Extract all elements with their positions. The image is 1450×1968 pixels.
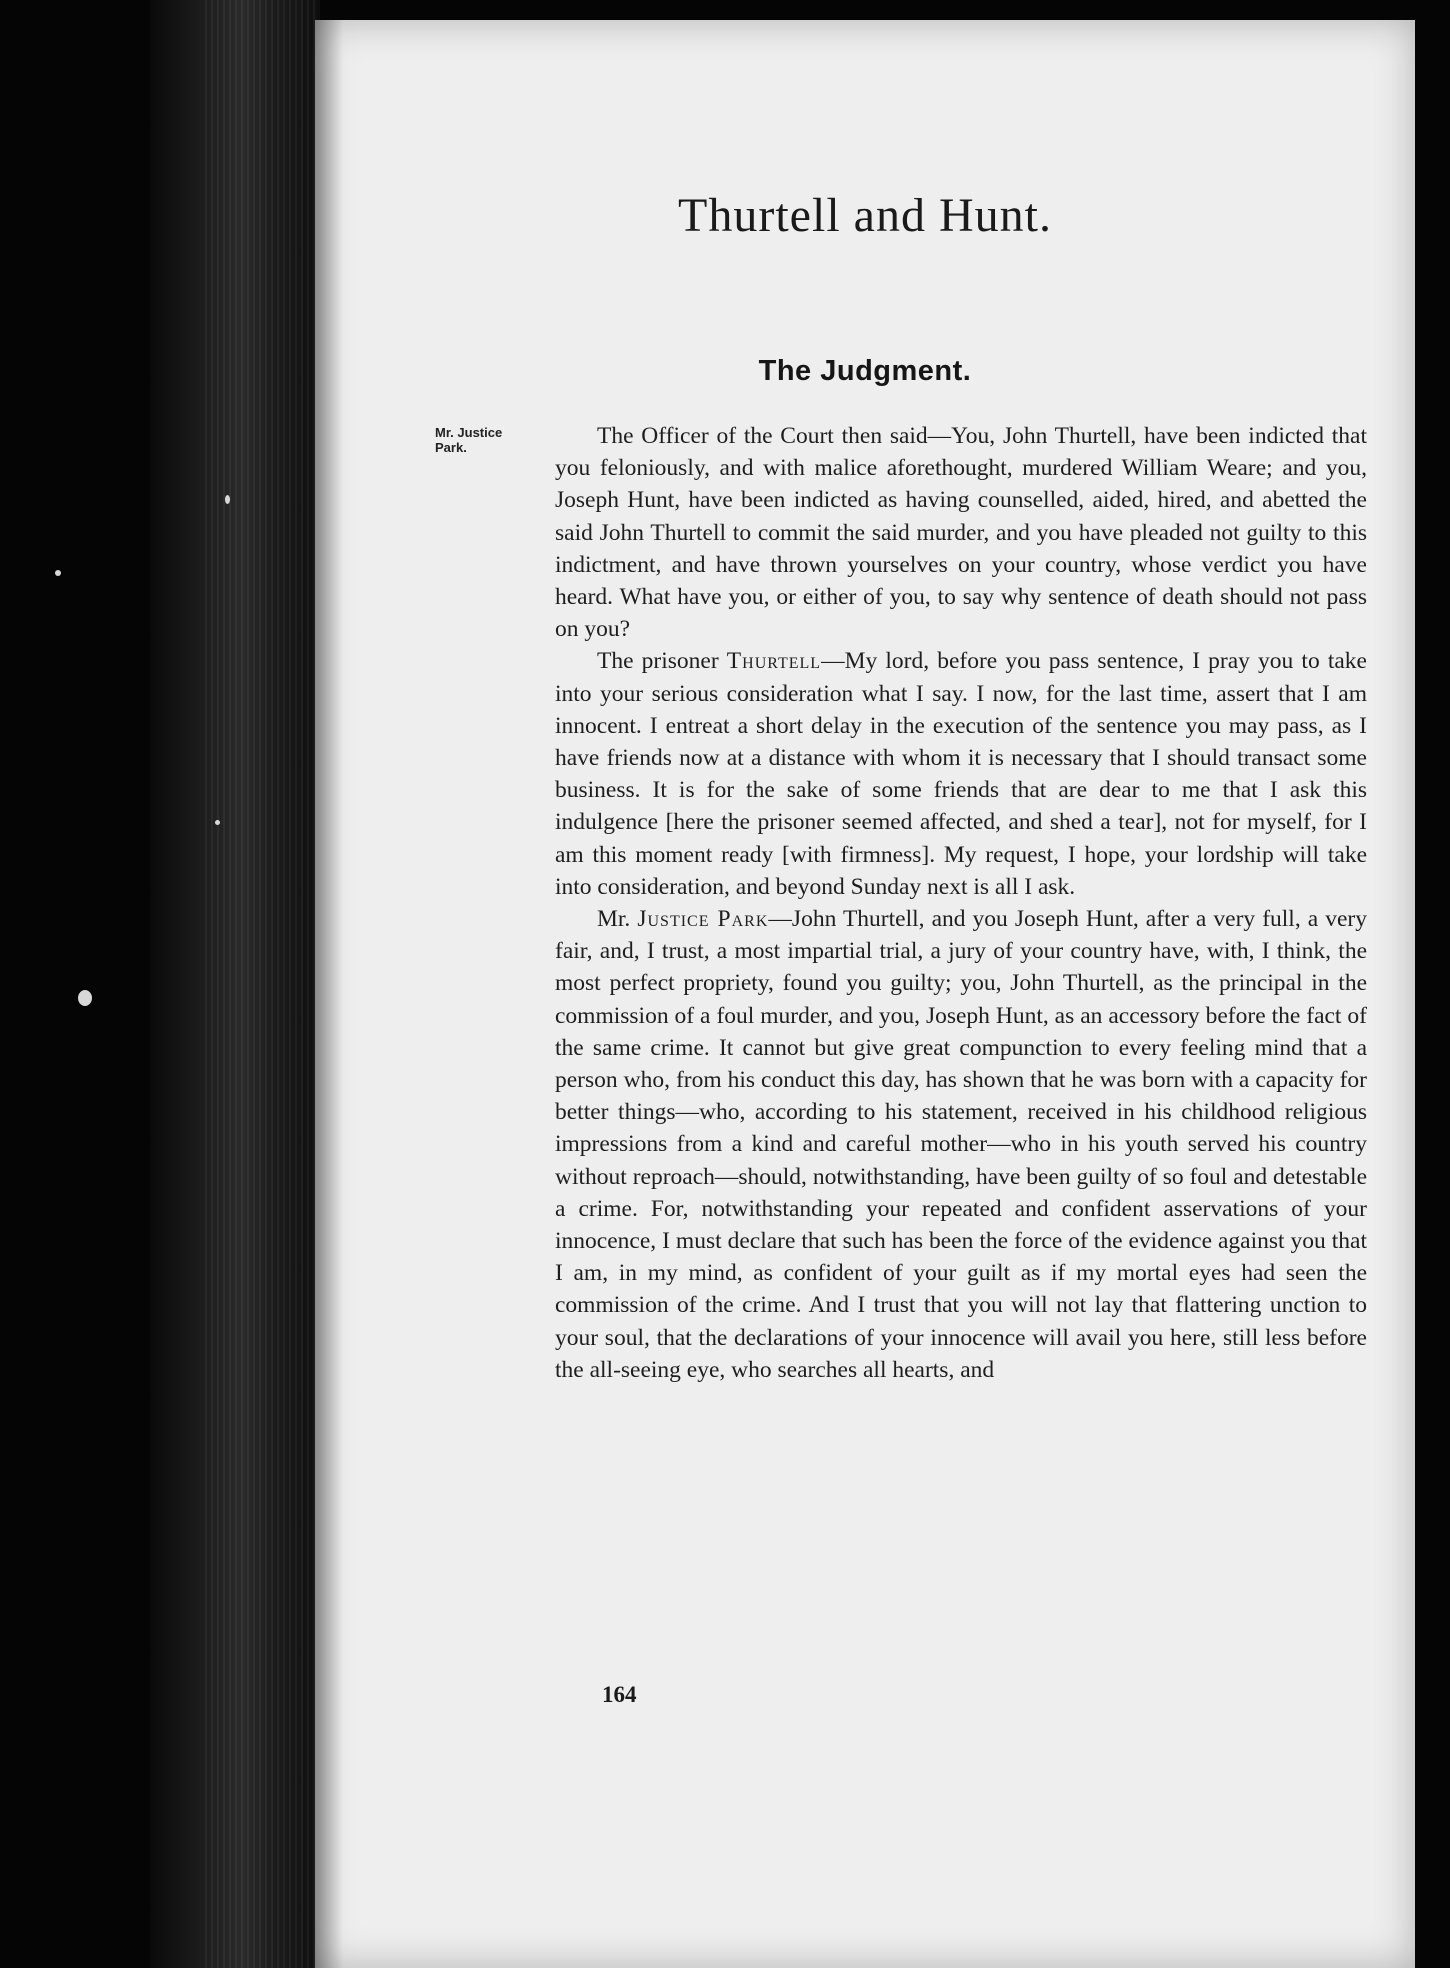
speaker-prefix: The prisoner [597,648,727,675]
speaker-prefix: Mr. [597,906,638,933]
page-edges [205,0,315,1968]
paragraph-text: —My lord, before you pass sentence, I pray you to take into your serious consideration what I say. I now, for the last time, assert that I am innocent. I entreat a short delay in the execution of the sentence you may pass, as I have friends now at a distance with whom it is necessary that I should transact some business. It is for the sake of some friends that are dear to me that I ask this indulgence [here the prisoner seemed affected, and shed a tear], not for myself, for I am this moment ready [with firmness]. My request, I hope, your lordship will take into consideration, and beyond Sunday next is all I ask. [555,648,1367,900]
paragraph-text: —John Thurtell, and you Joseph Hunt, after a very full, a very fair, and, I trust, a most impartial trial, a jury of your country have, with, I think, the most perfect propriety, found you guilty; you, John Thurtell, as the principal in the commission of a foul murder, and you, Joseph Hunt, as an accessory before the fact of the same crime. It cannot but give great compunction to every feeling mind that a person who, from his conduct this day, has shown that he was born with a capacity for better things—who, according to his statement, received in his childhood religious impressions from a kind and careful mother—who in his youth served his country without reproach—should, notwithstanding, have been guilty of so foul and detestable a crime. For, notwithstanding your repeated and confident asservations of your innocence, I must declare that such has been the force of the evidence against you that I am, in my mind, as confident of your guilt as if my mortal eyes had seen the commission of the crime. And I trust that you will not lay that flattering unction to your soul, that the declarations of your innocence will avail you here, still less before the all-seeing eye, who searches all hearts, and [555,906,1367,1383]
paragraph-text: The Officer of the Court then said—You, John Thurtell, have been indicted that you feloniously, and with malice aforethought, murdered William Weare; and you, Joseph Hunt, have been indicted as having counselled, aided, hired, and abetted the said John Thurtell to commit the said murder, and you have pleaded not guilty to this indictment, and have thrown yourselves on your country, whose verdict you have heard. What have you, or either of you, to say why sentence of death should not pass on you? [555,423,1367,643]
dust-speck [55,570,61,576]
page-number: 164 [602,1682,637,1707]
body-text [555,420,1367,1386]
speaker-name: Thurtell [726,648,822,675]
paragraph [555,645,1367,903]
dust-speck [225,495,230,504]
speaker-name: Justice Park [637,906,769,933]
running-head: Thurtell and Hunt. [678,189,1052,242]
book-page [315,20,1415,1968]
section-title: The Judgment. [758,355,972,387]
paragraph [555,420,1367,645]
dust-speck [215,820,220,825]
margin-note: Mr. Justice Park. [435,425,503,455]
dust-speck [78,990,92,1006]
paragraph [555,903,1367,1386]
